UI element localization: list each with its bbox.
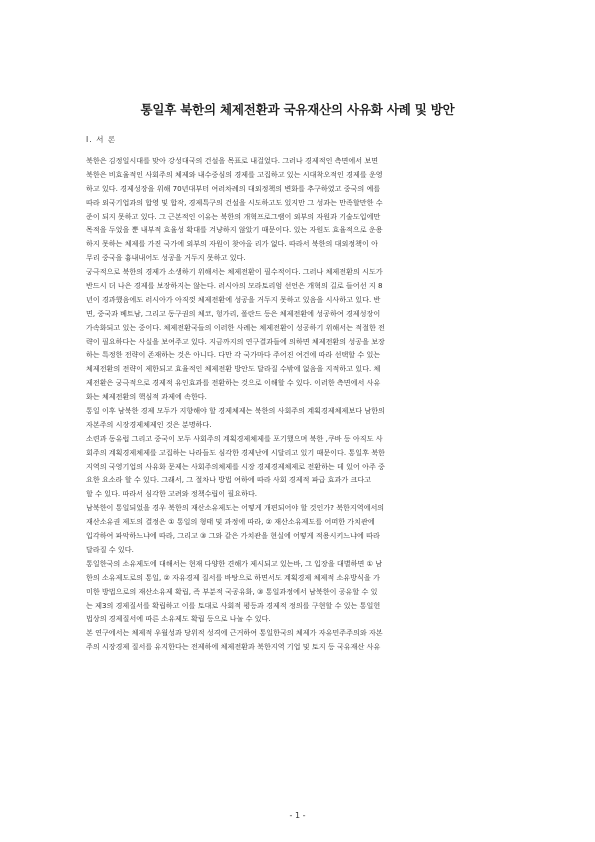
body-line: 하고 있다. 경제성장을 위해 70년대부터 여러차례의 대외정책의 변화를 추구하였고 중국의 예를 (86, 183, 381, 193)
body-line: 재산소유권 제도의 결정은 ① 통일의 형태 및 과정에 따라, ② 재산소유제도를 어떠한 가치관에 (86, 517, 375, 527)
body-line: 년이 경과했음에도 러시아가 아직껏 체제전환에 성공을 거두지 못하고 있음을 시사하고 있다. 반 (86, 294, 381, 304)
body-line: 통일한국의 소유제도에 대해서는 현재 다양한 견해가 제시되고 있는바, 그 입장을 대별하면 ① 남 (86, 558, 383, 568)
body-line: 통일 이후 남북한 경제 모두가 지향해야 할 경제체제는 북한의 사회주의 계획경제체제보다 남한의 (86, 406, 385, 416)
body-line: 체제전환의 전략이 제한되고 효율적인 체제전환 방안도 달라질 수밖에 없음을 지적하고 있다. 체 (86, 364, 381, 374)
body-line: 본 연구에서는 체제적 우월성과 당위적 성격에 근거하여 통일한국의 체제가 자유민주주의와 자본 (86, 628, 383, 638)
body-line: 주의 시장경제 질서를 유지한다는 전제하에 체제전환과 북한지역 기업 및 토지 등 국유재산 사유 (86, 642, 381, 652)
body-line: 하는 특정한 전략이 존재하는 것은 아니다. 다만 각 국가마다 주어진 여건에 따라 선택할 수 있는 (86, 350, 381, 360)
document-title: 통일후 북한의 체제전환과 국유재산의 사유화 사례 및 방안 (140, 102, 455, 117)
body-line: 준이 되지 못하고 있다. 그 근본적인 이유는 북한의 개혁프로그램이 외부의 자원과 기술도입에만 (86, 211, 381, 221)
body-line: 북한은 김정일시대를 맞아 강성대국의 건설을 목표로 내걸었다. 그러나 경제적인 측면에서 보면 (86, 156, 379, 165)
body-line: 회주의 계획경제체제를 고집하는 나라들도 심각한 경제난에 시달리고 있기 때문이다. 통일후 북한 (86, 447, 385, 457)
body-line: 화는 체제전환의 핵심적 과제에 속한다. (86, 392, 207, 402)
body-line: 미한 방법으로의 재산소유제 확립, 즉 부분적 국공유화, ③ 통일과정에서 남북한이 공유할 수 있 (86, 586, 378, 596)
body-line: 궁극적으로 북한의 경제가 소생하기 위해서는 체제전환이 필수적이다. 그러나 체제전환의 시도가 (86, 267, 383, 277)
body-line: 반드시 더 나은 경제를 보장하지는 않는다. 러시아의 모라토리엄 선언은 개혁의 길로 들어선 지 8 (86, 281, 383, 291)
body-line: 가속화되고 있는 중이다. 체제전환국들의 이러한 사례는 체제전환이 성공하기 위해서는 적절한 전 (86, 322, 385, 332)
body-line: 하지 못하는 체제를 가진 국가에 외부의 자원이 찾아올 리가 없다. 따라서 북한의 대외정책이 아 (86, 239, 378, 249)
body-line: 면, 중국과 베트남, 그리고 동구권의 체코, 헝가리, 폴란드 등은 체제전환에 성공하여 경제성장이 (86, 308, 381, 318)
body-line: 남북한이 통일되었을 경우 북한의 재산소유제도는 어떻게 개편되어야 할 것인가? 북한지역에서의 (86, 503, 385, 513)
body-line: 입각하여 파악하느냐에 따라, 그리고 ③ 그와 같은 가치관을 현실에 어떻게 적용시키느냐에 따라 (86, 531, 380, 541)
section-heading: Ⅰ. 서 론 (86, 135, 117, 144)
body-line: 소련과 동유럽 그리고 중국이 모두 사회주의 계획경제체제를 포기했으며 북한 ,쿠바 등 아직도 사 (86, 433, 383, 443)
body-line: 무리 중국을 흉내내어도 성공을 거두지 못하고 있다. (86, 253, 246, 263)
body-line: 한의 소유제도로의 통일, ② 자유경제 질서를 바탕으로 하면서도 계획경제 체제적 소유방식을 가 (86, 572, 380, 582)
body-line: 따라 외국기업과의 합영 및 합작, 경제특구의 건설을 시도하고도 있지만 그 성과는 만족할만한 수 (86, 197, 383, 207)
body-line: 략이 필요하다는 사실을 보여주고 있다. 지금까지의 연구결과들에 의하면 체제전환의 성공을 보장 (86, 336, 385, 346)
body-line: 는 제3의 경제질서를 확립하고 이를 토대로 사회적 평등과 경제적 정의를 구현할 수 있는 통일헌 (86, 600, 381, 610)
body-line: 요한 요소라 할 수 있다. 그래서, 그 절차나 방법 여하에 따라 사회 경제적 파급 효과가 크다고 (86, 475, 372, 485)
body-line: 목적을 두었을 뿐 내부적 효율성 확대를 겨냥하지 않았기 때문이다. 있는 자원도 효율적으로 운용 (86, 225, 383, 235)
body-line: 달라질 수 있다. (86, 544, 134, 554)
body-line: 제전환은 궁극적으로 경제적 유인효과를 전환하는 것으로 이해할 수 있다. 이러한 측면에서 사유 (86, 378, 381, 388)
body-text (86, 154, 514, 654)
body-line: 할 수 있다. 따라서 심각한 고려와 정책수립이 필요하다. (86, 489, 258, 499)
body-line: 북한은 비효율적인 사회주의 체제와 내수중심의 경제를 고집하고 있는 시대착오적인 경제를 운영 (86, 169, 383, 179)
body-line: 법상의 경제질서에 따른 소유제도 확립 등으로 나눌 수 있다. (86, 614, 271, 624)
body-line: 지역의 국영기업의 사유화 문제는 사회주의체제를 시장 경제경제체제로 전환하는 데 있어 아주 중 (86, 461, 385, 471)
body-line: 자본주의 시장경제체제인 것은 분명하다. (86, 419, 212, 429)
page-number: - 1 - (289, 811, 306, 820)
